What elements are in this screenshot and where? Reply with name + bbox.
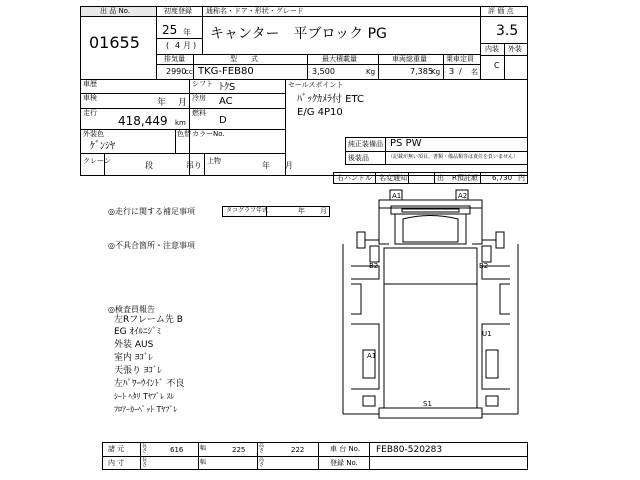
displacement-label: 排気量: [164, 55, 185, 63]
first-reg-month-unit: 月: [183, 41, 191, 50]
grid-line: [193, 54, 194, 79]
capacity-unit: 名: [471, 68, 478, 76]
tacho-year: 年: [298, 207, 305, 215]
color-no-label: カラーNo.: [192, 130, 225, 138]
mark-b2-right: B2: [479, 262, 489, 270]
grid-line: [102, 456, 528, 457]
color-value: ｹﾞﾝｼﾔ: [90, 141, 115, 152]
done-label: 出: [437, 174, 444, 182]
grid-line: [369, 442, 370, 470]
capacity-value: 3: [449, 67, 455, 76]
grid-line: [480, 55, 528, 56]
first-reg-month: 4: [175, 41, 181, 50]
car-name-label: 通称名・ドア・形状・グレード: [206, 7, 304, 15]
gross-weight-unit: Kg: [431, 68, 441, 76]
inspection-year: 年: [157, 98, 167, 108]
height-value: 222: [291, 446, 305, 454]
chassis-value: FEB80-520283: [376, 445, 443, 455]
vehicle-diagram: [333, 184, 528, 436]
crane-lift: 吊り: [186, 161, 202, 170]
grid-line: [202, 6, 203, 54]
sales-points-label: セールスポイント: [288, 81, 344, 89]
mileage-label: 走行: [83, 109, 97, 117]
gross-weight-value: 7,385: [410, 67, 433, 76]
grid-line: [156, 54, 480, 55]
history-label: 車歴: [83, 80, 97, 88]
shift-value: ﾄｸS: [219, 82, 236, 93]
inspector-item-2: EG ｵｲﾙﾆｼﾞﾐ: [114, 327, 162, 337]
grid-line: [80, 153, 285, 154]
supplement-label: ◎走行に関する補足事項: [108, 207, 195, 216]
length-label: 長さ: [142, 443, 148, 454]
grid-line: [104, 153, 105, 176]
grid-line: [204, 153, 205, 176]
inner-length-label: 長さ: [142, 457, 148, 468]
ac-value: AC: [219, 96, 233, 107]
grid-line: [434, 172, 435, 184]
fuel-label: 燃料: [192, 109, 206, 117]
defects-label: ◎不具合箇所・注意事項: [108, 241, 195, 250]
grid-line: [257, 442, 258, 470]
inspector-item-3: 外装 AUS: [114, 340, 154, 350]
color-change-label: 色替: [177, 130, 191, 138]
first-reg-month-close: ): [193, 41, 197, 50]
grid-line: [378, 54, 379, 79]
grid-line: [318, 442, 319, 470]
grid-line: [408, 172, 409, 184]
inspector-item-6: 左ﾊﾟﾜｰｳｲﾝﾄﾞ 不良: [114, 379, 185, 389]
grid-line: [345, 137, 528, 138]
sales-point-1: ﾊﾞｯｸｶﾒﾗ付 ETC: [297, 94, 365, 105]
grid-line: [345, 137, 346, 164]
car-name: キャンター 平ブロック PG: [210, 26, 387, 42]
recycle-label: R預託額: [452, 174, 478, 182]
displacement-unit: cc: [185, 68, 193, 76]
grid-line: [80, 93, 285, 94]
color-label: 外装色: [83, 130, 104, 138]
upper-month: 月: [285, 161, 293, 170]
width-label: 幅: [200, 445, 207, 452]
recycle-amount: 6,730: [492, 174, 513, 182]
height-label: 高さ: [259, 443, 265, 454]
grid-line: [156, 64, 480, 65]
displacement-value: 2990: [166, 67, 187, 76]
mark-a1-front: A1: [392, 192, 402, 200]
exterior-grade: C: [494, 61, 500, 70]
inner-dims-label: 内 寸: [108, 459, 125, 467]
shift-label: シフト: [192, 80, 213, 88]
lot-label: 出 品 No.: [100, 7, 131, 15]
upper-label: 上物: [207, 157, 221, 165]
inspector-item-7: ｼｰﾄ ﾍﾀﾘ Tﾔﾌﾞﾚ ｽﾚ: [114, 392, 175, 401]
inspection-month: 月: [178, 98, 188, 108]
after-label: 後装品: [348, 154, 369, 162]
first-reg-year: 25: [162, 23, 178, 37]
grid-line: [307, 54, 308, 79]
inspector-item-4: 室内 ﾖｺﾞﾚ: [114, 353, 153, 363]
first-reg-month-open: (: [166, 41, 170, 50]
reg-label: 登録 No.: [330, 459, 358, 467]
equipment-value: PS PW: [390, 138, 422, 149]
max-load-value: 3,500: [312, 67, 335, 76]
grid-line: [156, 38, 202, 39]
name-change-label: 名変通知: [379, 174, 407, 182]
first-reg-year-unit: 年: [183, 28, 191, 37]
mark-b2-left: B2: [369, 262, 379, 270]
grid-line: [198, 442, 199, 470]
grid-line: [80, 79, 528, 80]
score-label: 評 価 点: [488, 7, 514, 15]
equipment-label: 純正装備品: [348, 140, 383, 148]
crane-stages: 段: [145, 161, 153, 170]
dims-label: 諸 元: [108, 445, 125, 453]
gross-weight-label: 車両総重量: [392, 55, 427, 63]
inspection-label: 車検: [83, 94, 97, 102]
right-hand-label: 右ハンドル: [337, 174, 372, 182]
tacho-label: タコグラフ年式: [226, 207, 269, 214]
inspector-label: ◎検査員報告: [108, 305, 155, 314]
after-note: （記載が無い項目、書類・備品類等は責任を負いません）: [388, 154, 519, 160]
model-label: 型 式: [230, 55, 258, 63]
inner-width-label: 幅: [200, 459, 207, 466]
ac-label: 冷房: [192, 94, 206, 102]
grid-line: [266, 206, 267, 217]
mark-a1-left: A1: [367, 352, 377, 360]
recycle-yen: 円: [518, 174, 525, 182]
interior-label: 内装: [485, 45, 499, 53]
grid-line: [80, 16, 528, 17]
mark-s1-rear: S1: [423, 400, 432, 408]
sales-point-2: E/G 4P10: [297, 107, 343, 118]
model-value: TKG-FEB80: [198, 66, 254, 77]
grid-line: [504, 43, 505, 79]
lot-number: 01655: [89, 33, 140, 52]
grid-line: [345, 151, 528, 152]
max-load-unit: Kg: [366, 68, 376, 76]
inspector-item-5: 天張り ﾖｺﾞﾚ: [114, 366, 162, 376]
capacity-slash: /: [459, 67, 462, 76]
max-load-label: 最大積載量: [322, 55, 357, 63]
capacity-label: 乗車定員: [446, 55, 474, 63]
upper-year: 年: [262, 161, 270, 170]
grid-line: [140, 442, 141, 470]
inspector-item-1: 左Rフレーム先 B: [114, 315, 183, 325]
inner-height-label: 高さ: [259, 457, 265, 468]
width-value: 225: [232, 446, 246, 454]
crane-label: クレーン: [83, 157, 111, 165]
fuel-value: D: [219, 115, 227, 126]
chassis-label: 車 台 No.: [330, 445, 361, 453]
first-reg-label: 初度登録: [164, 7, 192, 15]
grid-line: [375, 172, 376, 184]
grid-line: [443, 54, 444, 79]
inspector-item-8: ﾌﾛｱｰｶｰﾍﾟｯﾄ Tﾔﾌﾞﾚ: [114, 405, 178, 414]
grid-line: [175, 129, 176, 153]
score-value: 3.5: [496, 23, 519, 39]
grid-line: [80, 108, 285, 109]
tacho-month: 月: [320, 207, 327, 215]
grid-line: [480, 172, 481, 184]
mileage-value: 418,449: [118, 114, 168, 128]
length-value: 616: [170, 446, 184, 454]
grid-line: [345, 164, 528, 165]
exterior-label: 外装: [508, 45, 522, 53]
mark-u1-right: U1: [482, 330, 492, 338]
mark-a2-front: A2: [458, 192, 468, 200]
mileage-unit: km: [175, 119, 186, 127]
